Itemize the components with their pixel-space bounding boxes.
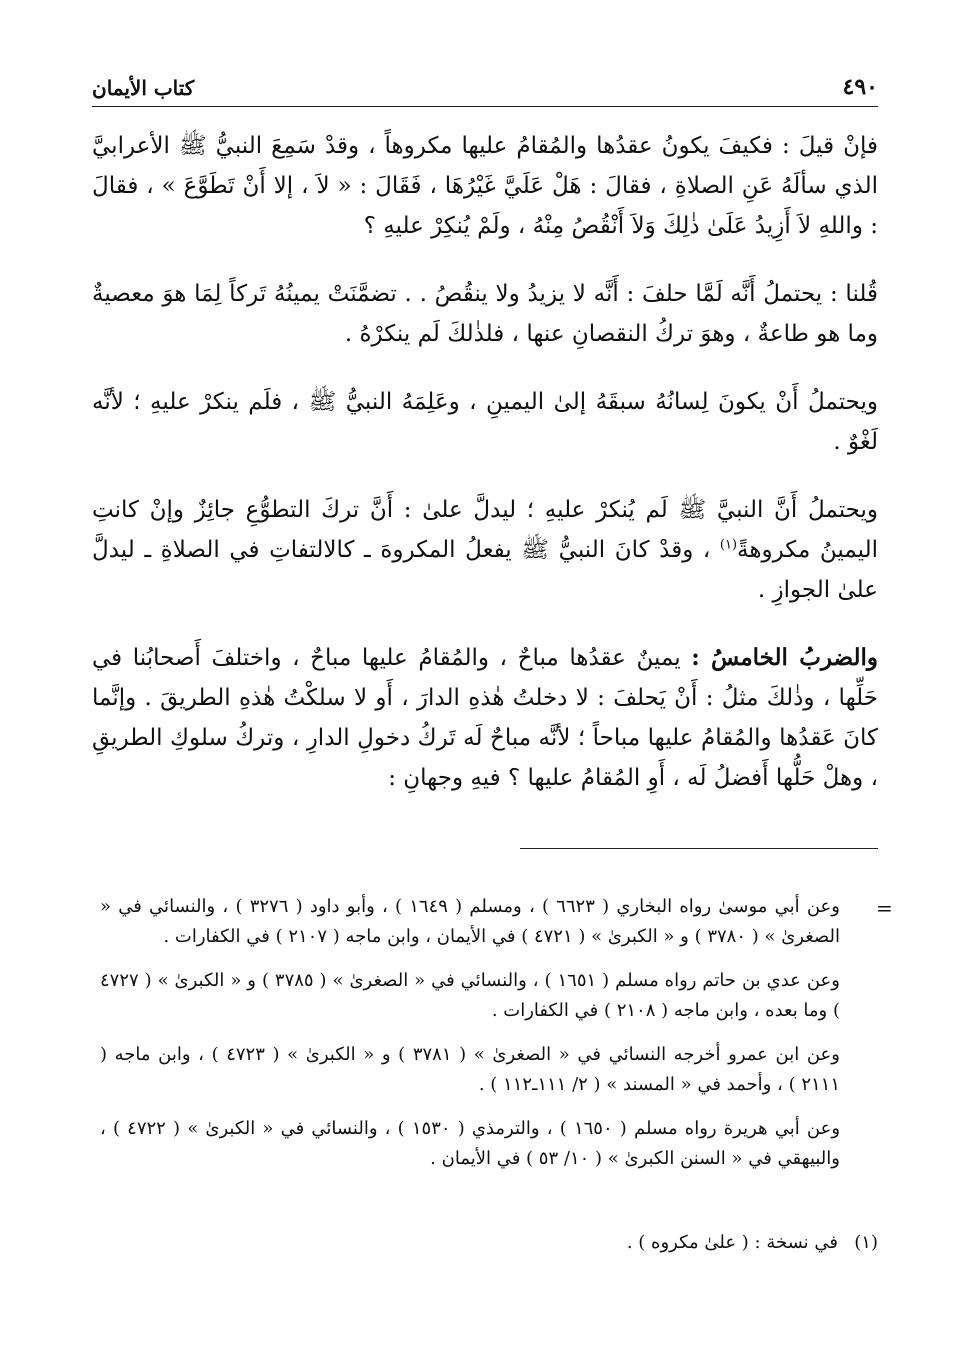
footnote-divider <box>520 848 878 849</box>
section-lead: والضربُ الخامسُ : <box>691 644 878 671</box>
note-adi-ibn-hatim: وعن عدي بن حاتم رواه مسلم ( ١٦٥١ ) ، والنسائي في « الصغرىٰ » ( ٣٧٨٥ ) و « الكبرىٰ » ( ٤٧٢٧ ) وما بعده ، وابن ماجه ( ٢١٠٨ ) في الكفارات . <box>100 970 840 1021</box>
footnote-reference: (١) <box>719 537 738 553</box>
paragraph-permissibility-text-b: ، وقدْ كانَ النبيُّ ﷺ يفعلُ المكروهَ ـ كالالتفاتِ في الصلاةِ ـ ليدلَّ علىٰ الجوازِ . <box>92 537 878 603</box>
paragraph-answer: قُلنا : يحتملُ أَنَّه لَمَّا حلفَ : أَنَّه لا يزيدُ ولا ينقُصُ . . تضمَّنَتْ يمينُهُ تَركاً لِمَا هوَ معصيةٌ وما هو طاعةٌ ، وهوَ تركُ النقصانِ عنها ، فلذٰلكَ لَم ينكرْهُ . <box>92 281 878 347</box>
footnotes-continued <box>100 892 840 1188</box>
paragraph-permissibility-text-a: ويحتملُ أَنَّ النبيَّ ﷺ لَم يُنكرْ عليهِ ؛ ليدلَّ علىٰ : أَنَّ تركَ التطوُّعِ جائِزٌ وإنْ كانتِ اليمينُ مكروهةً <box>92 497 878 563</box>
footnote-number: (١) <box>854 1232 878 1253</box>
running-title: كتاب الأيمان <box>92 76 195 100</box>
paragraph-fifth-type <box>92 638 878 798</box>
note-abu-hurayra: وعن أبي هريرة رواه مسلم ( ١٦٥٠ ) ، والترمذي ( ١٥٣٠ ) ، والنسائي في « الكبرىٰ » ( ٤٧٢٢ ) ، والبيهقي في « السنن الكبرىٰ » ( ١٠/ ٥٣ ) في الأيمان . <box>100 1118 841 1169</box>
paragraph-objection: فإنْ قيلَ : فكيفَ يكونُ عقدُها والمُقامُ عليها مكروهاً ، وقدْ سَمِعَ النبيُّ ﷺ الأعرابيَّ الذي سألَهُ عَنِ الصلاةِ ، فقالَ : هَلْ عَلَيَّ غَيْرُهَا ، فَقَالَ : « لاَ ، إلا أَنْ تَطَوَّعَ » ، فقالَ : واللهِ لاَ أَزِيدُ عَلَىٰ ذٰلِكَ وَلاَ أَنْقُصُ مِنْهُ ، ولَمْ يُنكِرْ عليهِ ؟ <box>92 133 878 239</box>
continuation-mark: = <box>876 896 893 920</box>
note-abu-musa: وعن أبي موسىٰ رواه البخاري ( ٦٦٢٣ ) ، ومسلم ( ١٦٤٩ ) ، وأبو داود ( ٣٢٧٦ ) ، والنسائي في « الصغرىٰ » ( ٣٧٨٠ ) و « الكبرىٰ » ( ٤٧٢١ ) في الأيمان ، وابن ماجه ( ٢١٠٧ ) في الكفارات . <box>100 896 840 947</box>
main-text <box>92 126 878 826</box>
paragraph-permissibility <box>92 490 878 610</box>
footnote-text: في نسخة : ( علىٰ مكروه ) . <box>626 1232 838 1253</box>
note-ibn-amr: وعن ابن عمرو أخرجه النسائي في « الصغرىٰ » ( ٣٧٨١ ) و « الكبرىٰ » ( ٤٧٢٣ ) ، وابن ماجه ( ٢١١١ ) ، وأحمد في « المسند » ( ٢/ ١١١ـ١١٢ ) . <box>100 1044 840 1095</box>
paragraph-slip-of-tongue: ويحتملُ أَنْ يكونَ لِسانُهُ سبقَهُ إلىٰ اليمينِ ، وعَلِمَهُ النبيُّ ﷺ ، فلَم ينكرْ عليهِ ؛ لأنَّه لَغْوٌ . <box>92 389 878 455</box>
paragraph-fifth-type-text: يمينٌ عقدُها مباحٌ ، والمُقامُ عليها مباحٌ ، واختلفَ أَصحابُنا في حَلِّها ، وذٰلكَ مثلُ : أَنْ يَحلفَ : لا دخلتُ هٰذهِ الدارَ ، أَو لا سلكْتُ هٰذهِ الطريقَ . وإنَّما كانَ عَقدُها والمُقامُ عليها مباحاً ؛ لأنَّه مباحٌ لَه تَركُ دخولِ الدارِ ، وتركُ سلوكِ الطريقِ ، وهلْ حَلُّها أَفضلُ لَه ، أَوِ المُقامُ عليها ؟ فيهِ وجهانِ : <box>92 645 878 791</box>
footnote-1 <box>100 1228 878 1258</box>
page-header <box>92 66 878 107</box>
page-number: ٤٩٠ <box>842 74 878 100</box>
